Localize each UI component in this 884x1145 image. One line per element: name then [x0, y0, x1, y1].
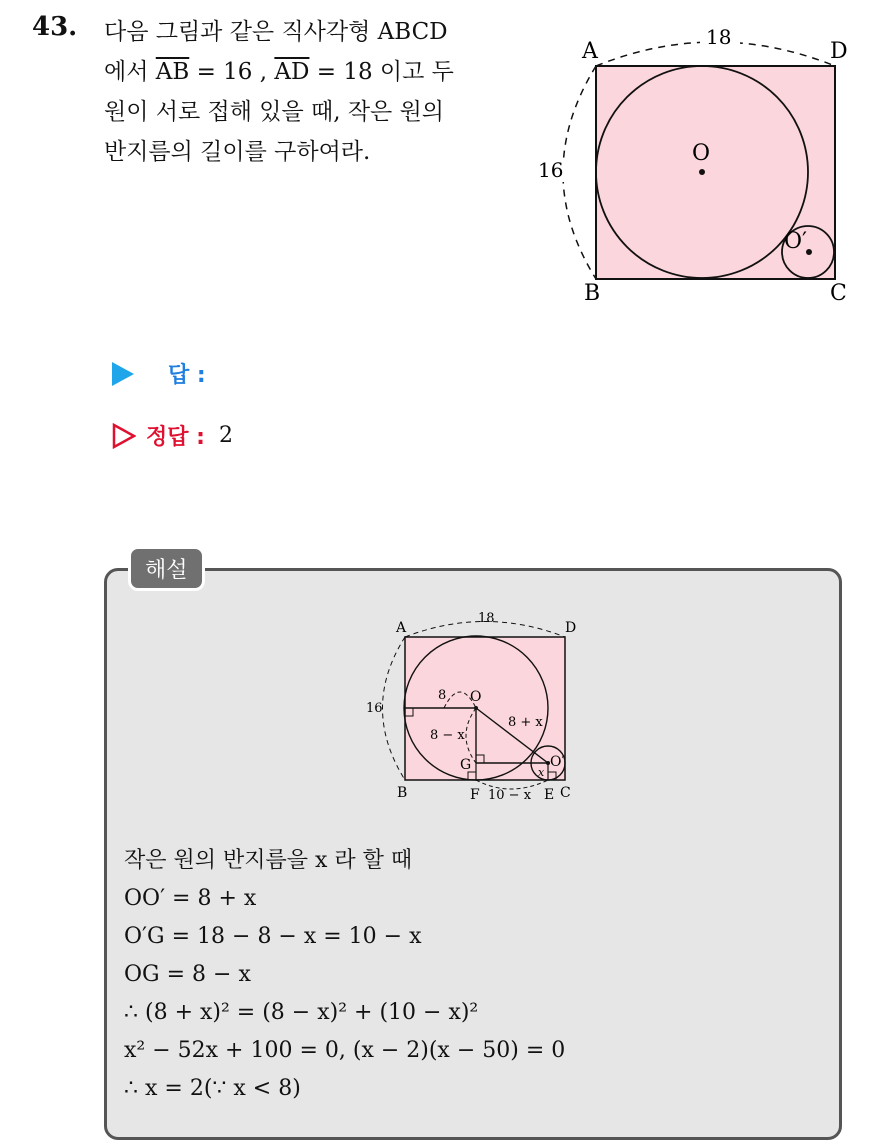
question-figure [520, 8, 860, 308]
sol-label-x: x [538, 766, 545, 779]
solution-line-1: 작은 원의 반지름을 x 라 할 때 [124, 848, 413, 873]
label-o: O [692, 141, 711, 166]
segment-ad: $\overline{AD}$ [274, 59, 310, 85]
answer-row [112, 358, 206, 389]
sol-label-g: G [460, 757, 472, 773]
sol-label-8mx: 8 − x [430, 728, 465, 743]
correct-answer-row [112, 420, 233, 451]
label-c: C [830, 281, 847, 306]
solution-line-7: ∴ x = 2(∵ x < 8) [124, 1076, 301, 1101]
correct-answer-label: 정답 : [146, 425, 205, 450]
solution-tag: 해설 [128, 546, 205, 591]
question-line-1: 다음 그림과 같은 직사각형 ABCD [104, 19, 448, 45]
label-16: 16 [538, 158, 564, 182]
sol-label-16: 16 [366, 701, 383, 716]
label-b: B [584, 281, 601, 306]
question-number: 43. [32, 12, 78, 42]
sol-label-c: C [560, 785, 571, 801]
label-o2: O′ [784, 229, 808, 254]
solution-figure [360, 606, 590, 806]
label-18: 18 [706, 25, 732, 49]
answer-label: 답 : [168, 363, 206, 388]
center-o-dot [699, 169, 705, 175]
solution-line-6: x² − 52x + 100 = 0, (x − 2)(x − 50) = 0 [124, 1038, 566, 1063]
label-d: D [830, 39, 848, 64]
play-icon [112, 362, 134, 386]
solution-line-5: ∴ (8 + x)² = (8 − x)² + (10 − x)² [124, 1000, 479, 1025]
segment-ab: $\overline{AB}$ [155, 59, 190, 85]
sol-label-10mx: 10 − x [488, 788, 532, 803]
sol-label-e: E [544, 787, 555, 803]
solution-line-3: O′G = 18 − 8 − x = 10 − x [124, 924, 422, 949]
sol-label-d: D [565, 620, 577, 636]
correct-answer-value: 2 [218, 423, 233, 448]
sol-label-a: A [396, 620, 407, 636]
question-line-3: 원이 서로 접해 있을 때, 작은 원의 [104, 99, 445, 125]
question-line-2: 에서 $\overline{AB} = 16$ , $\overline{AD} = 18$ 이고 두 [104, 59, 454, 85]
sol-label-f: F [470, 787, 480, 803]
sol-label-8px: 8 + x [508, 715, 543, 730]
solution-line-2: OO′ = 8 + x [124, 886, 257, 911]
label-a: A [582, 39, 598, 64]
question-text [104, 12, 514, 172]
sol-label-o2: O′ [550, 754, 565, 770]
sol-label-18: 18 [478, 611, 495, 626]
question-line-4: 반지름의 길이를 구하여라. [104, 139, 371, 165]
left-dimension-arc [563, 66, 596, 279]
solution-line-4: OG = 8 − x [124, 962, 251, 987]
sol-label-8: 8 [438, 688, 447, 703]
solution-lines [124, 842, 565, 1108]
sol-label-o: O [470, 689, 482, 705]
outline-triangle-icon [112, 423, 136, 449]
sol-label-b: B [397, 785, 408, 801]
